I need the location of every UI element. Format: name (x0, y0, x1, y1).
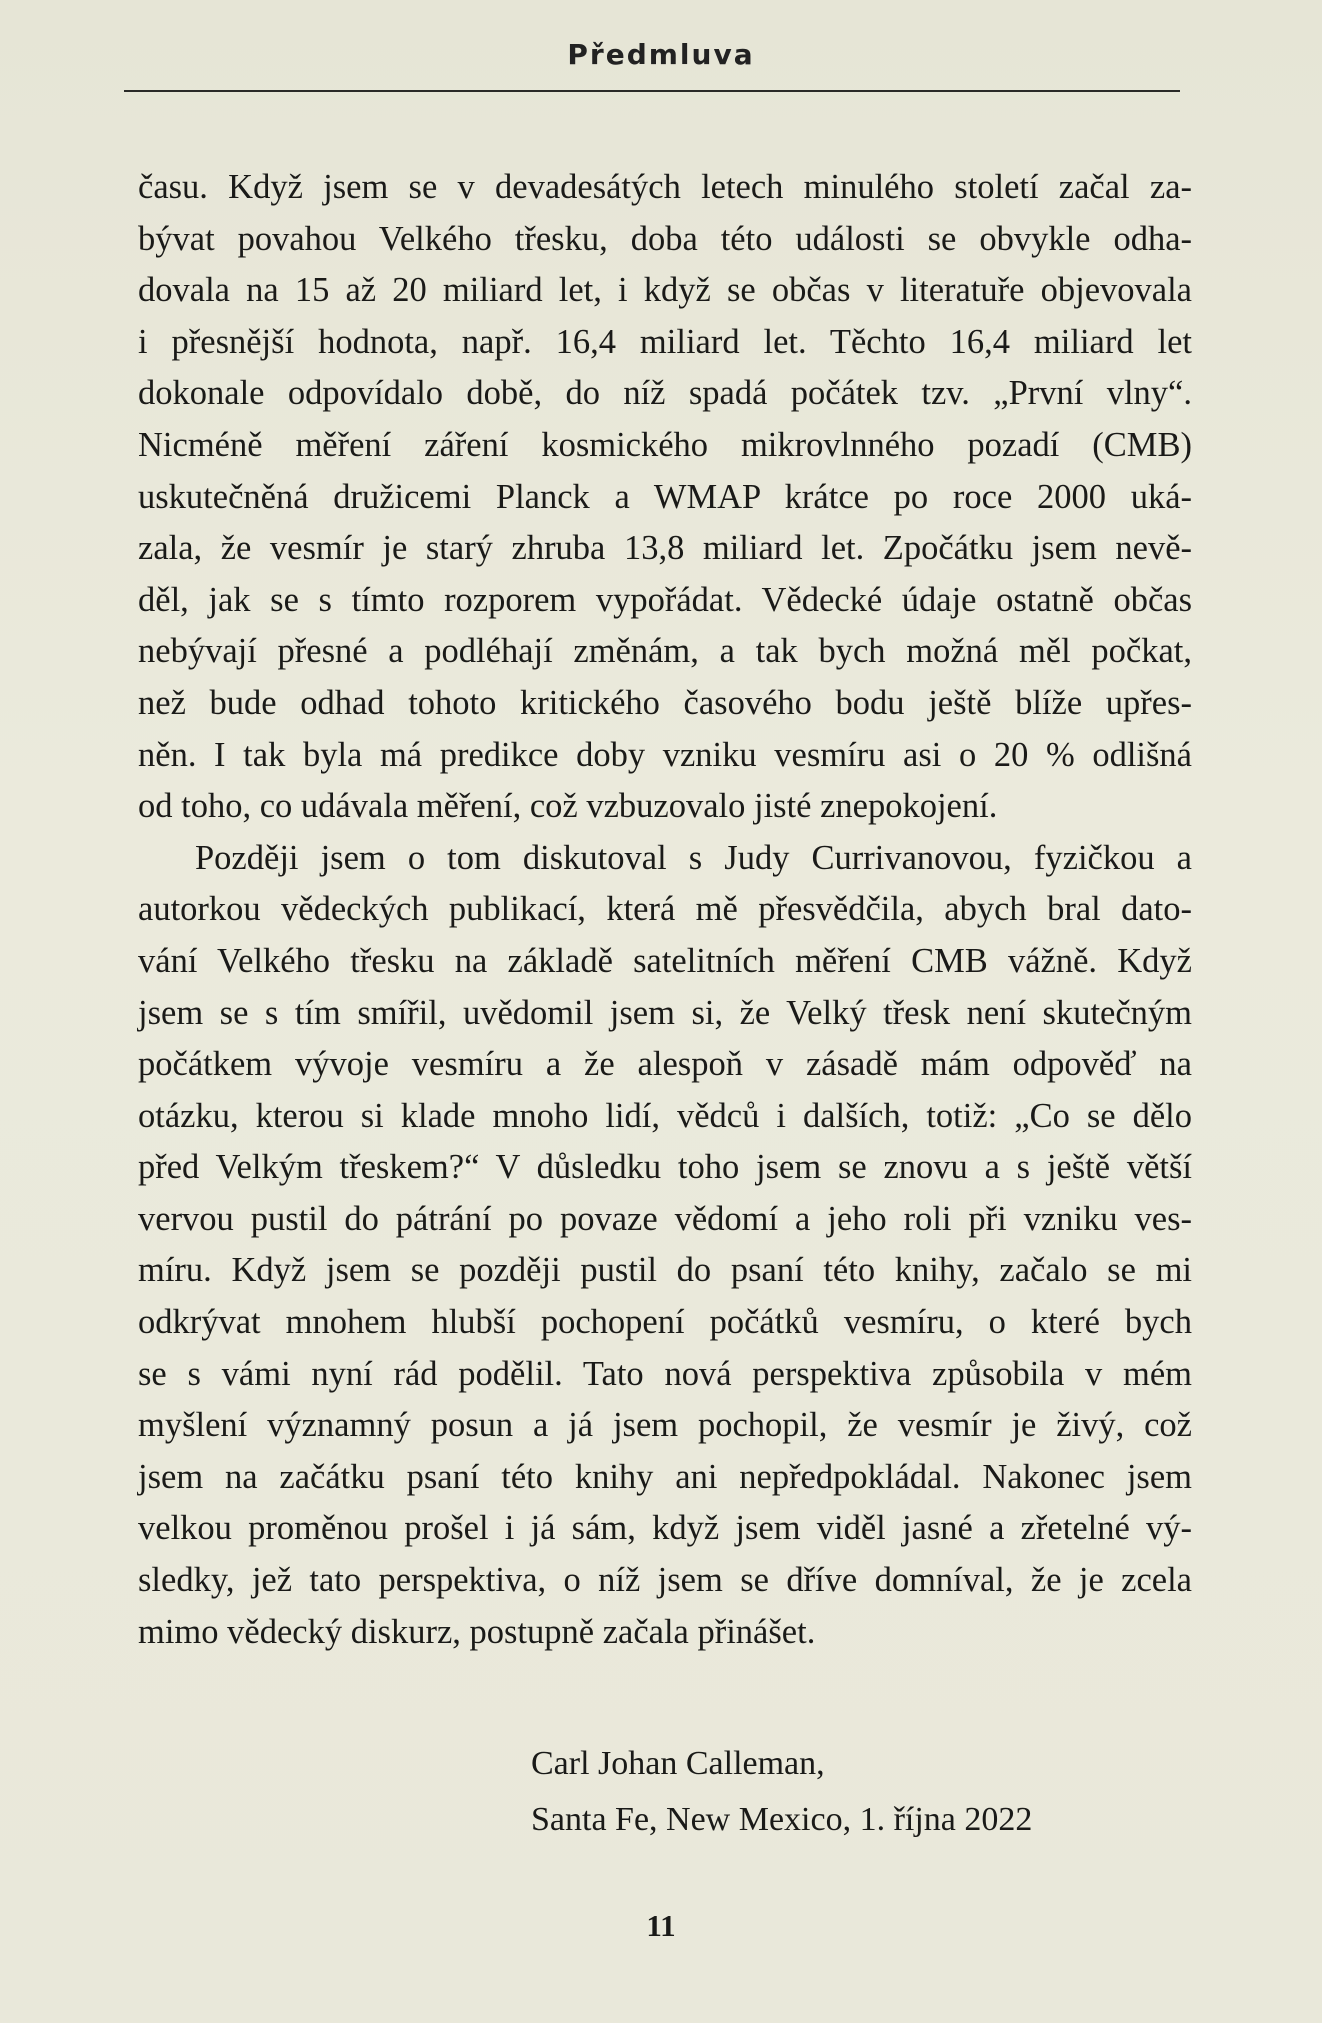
text-line: dovala na 15 až 20 miliard let, i když se občas v literatuře objevovala (138, 271, 1192, 310)
running-head: Předmluva (567, 38, 755, 71)
text-line: děl, jak se s tímto rozporem vypořádat. Vědecké údaje ostatně občas (138, 580, 1192, 619)
page-number: 11 (646, 1908, 676, 1943)
text-line: vervou pustil do pátrání po povaze vědomí a jeho roli při vzniku ves- (138, 1199, 1192, 1238)
paragraph (138, 833, 1192, 1659)
text-line: velkou proměnou prošel i já sám, když jsem viděl jasné a zřetelné vý- (138, 1509, 1192, 1548)
text-line: času. Když jsem se v devadesátých letech minulého století začal za- (138, 168, 1192, 206)
author-name: Carl Johan Calleman, (531, 1745, 825, 1782)
signature (531, 1736, 1032, 1848)
text-line: něn. I tak byla má predikce doby vzniku vesmíru asi o 20 % odlišná (138, 735, 1192, 774)
text-line: autorkou vědeckých publikací, která mě přesvědčila, abych bral dato- (138, 890, 1192, 929)
text-line: sledky, jež tato perspektiva, o níž jsem se dříve domníval, že je zcela (138, 1561, 1192, 1600)
text-line: se s vámi nyní rád podělil. Tato nová perspektiva způsobila v mém (138, 1354, 1192, 1393)
place-date: Santa Fe, New Mexico, 1. října 2022 (531, 1801, 1033, 1838)
text-line: počátkem vývoje vesmíru a že alespoň v zásadě mám odpověď na (138, 1045, 1192, 1084)
text-line: odkrývat mnohem hlubší pochopení počátků vesmíru, o které bych (138, 1303, 1192, 1342)
text-line: otázku, kterou si klade mnoho lidí, vědců i dalších, totiž: „Co se dělo (138, 1096, 1192, 1135)
text-line: jsem na začátku psaní této knihy ani nepředpokládal. Nakonec jsem (138, 1457, 1192, 1496)
text-line: vání Velkého třesku na základě satelitních měření CMB vážně. Když (138, 941, 1192, 980)
text-line: Nicméně měření záření kosmického mikrovlnného pozadí (CMB) (138, 425, 1192, 464)
body-text (138, 162, 1192, 1658)
text-line: dokonale odpovídalo době, do níž spadá počátek tzv. „První vlny“. (138, 374, 1192, 413)
text-line: než bude odhad tohoto kritického časového bodu ještě blíže upřes- (138, 683, 1192, 722)
header-rule (124, 90, 1180, 92)
text-line: mimo vědecký diskurz, postupně začala přinášet. (138, 1612, 816, 1651)
text-line: bývat povahou Velkého třesku, doba této události se obvykle odha- (138, 219, 1192, 258)
text-line: nebývají přesné a podléhají změnám, a tak bych možná měl počkat, (138, 632, 1192, 671)
text-line: zala, že vesmír je starý zhruba 13,8 miliard let. Zpočátku jsem nevě- (138, 529, 1192, 568)
text-line: Později jsem o tom diskutoval s Judy Currivanovou, fyzičkou a (195, 838, 1192, 877)
text-line: i přesnější hodnota, např. 16,4 miliard let. Těchto 16,4 miliard let (138, 322, 1192, 361)
text-line: od toho, co udávala měření, což vzbuzovalo jisté znepokojení. (138, 787, 998, 826)
text-line: před Velkým třeskem?“ V důsledku toho jsem se znovu a s ještě větší (138, 1148, 1192, 1187)
text-line: myšlení významný posun a já jsem pochopil, že vesmír je živý, což (138, 1406, 1192, 1445)
text-line: uskutečněná družicemi Planck a WMAP krátce po roce 2000 uká- (138, 477, 1192, 516)
text-line: míru. Když jsem se později pustil do psaní této knihy, začalo se mi (138, 1251, 1192, 1290)
paragraph (138, 162, 1192, 833)
text-line: jsem se s tím smířil, uvědomil jsem si, že Velký třesk není skutečným (138, 993, 1192, 1032)
